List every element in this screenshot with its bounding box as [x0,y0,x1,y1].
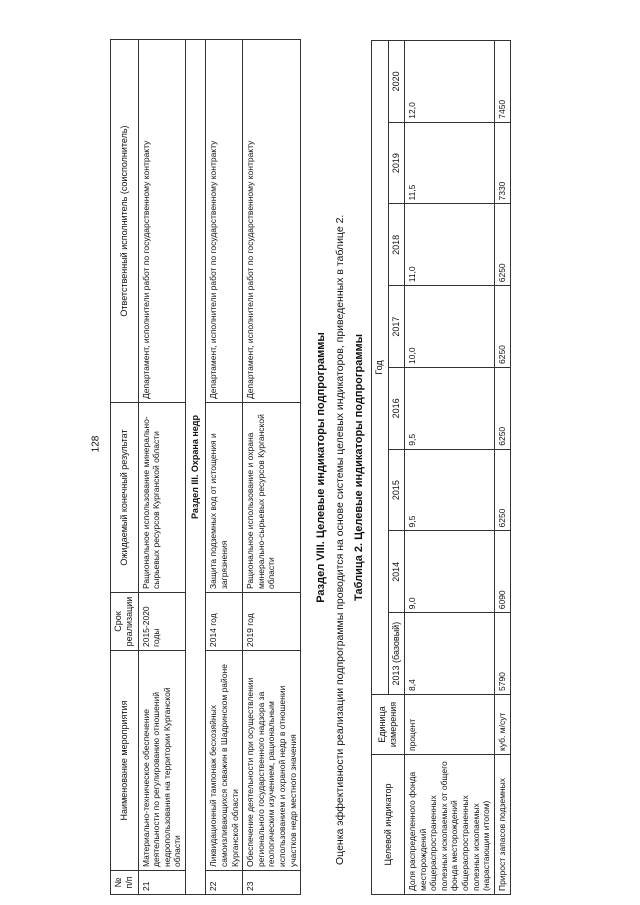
section8-heading: Раздел VIII. Целевые индикаторы подпрограммы [315,332,328,603]
year-2020: 2020 [388,41,404,123]
row2-value-2020: 7450 [494,41,510,123]
row21-name: Материально-техническое обеспечение деятельности по регулированию отношений недропользования на территории Курганской области [138,651,186,871]
row21-num: 21 [138,871,186,895]
row22-term: 2014 год [206,593,243,651]
activities-table [110,39,301,895]
table-row [243,40,301,895]
header-name: Наименование мероприятия [111,651,139,871]
row1-value-2020: 12,0 [404,41,494,123]
header-executor: Ответственный исполнитель (соисполнитель) [111,40,139,403]
header-num: № п/п [111,871,139,895]
table-row [494,41,510,895]
row2-value-2018: 6250 [494,204,510,286]
table-row [206,40,243,895]
table-row [404,41,494,895]
row23-num: 23 [243,871,301,895]
rotated-page-content [110,40,620,895]
table-row [138,40,186,895]
header-result: Ожидаемый конечный результат [111,403,139,593]
row2-value-2019: 7330 [494,122,510,204]
header-indicator: Целевой индикатор [372,755,405,895]
year-2013: 2013 (базовый) [388,613,404,695]
row1-unit: процент [404,695,494,755]
header-year: Год [372,41,388,695]
year-2016: 2016 [388,368,404,450]
row1-indicator: Доля распределенного фонда месторождений общераспространенных полезных ископаемых от общего фонда месторождений общераспространенных полезных ископаемых (нарастающим итогом) [404,755,494,895]
row2-unit: куб. м/сут [494,695,510,755]
row23-name: Обеспечение деятельности при осуществлении регионального государственного надзора за геологическим изучением, рациональным использованием и охраной недр в отношении участков недр местного значения [243,651,301,871]
header-unit: Единица измерения [372,695,405,755]
section3-title: Раздел III. Охрана недр [186,40,206,895]
row22-executor: Департамент, исполнители работ по государственному контракту [206,40,243,403]
year-2017: 2017 [388,286,404,368]
row23-executor: Департамент, исполнители работ по государственному контракту [243,40,301,403]
page-number: 128 [90,435,102,453]
row1-value-2013: 8,4 [404,613,494,695]
row22-num: 22 [206,871,243,895]
year-2018: 2018 [388,204,404,286]
header-term: Срок реализации [111,593,139,651]
row23-result: Рациональное использование и охрана минерально-сырьевых ресурсов Курганской области [243,403,301,593]
row2-value-2014: 6090 [494,531,510,613]
year-2015: 2015 [388,449,404,531]
row21-term: 2015-2020 годы [138,593,186,651]
row22-name: Ликвидационный тампонаж бесхозяйных самоизливающихся скважин в Шадринском районе Курганской области [206,651,243,871]
year-2019: 2019 [388,122,404,204]
row2-value-2017: 6250 [494,286,510,368]
row1-value-2014: 9,0 [404,531,494,613]
row2-value-2013: 5790 [494,613,510,695]
year-2014: 2014 [388,531,404,613]
indicators-table [371,40,510,895]
row1-value-2018: 11,0 [404,204,494,286]
table2-title: Таблица 2. Целевые индикаторы подпрограммы [353,334,366,601]
row1-value-2019: 11,5 [404,122,494,204]
row2-value-2016: 6250 [494,368,510,450]
section-row [186,40,206,895]
row22-result: Защита подземных вод от истощения и загрязнения [206,403,243,593]
row23-term: 2019 год [243,593,301,651]
intro-paragraph: Оценка эффективности реализации подпрограммы проводится на основе системы целевых индикаторов, приведенных в таблице 2. [334,214,347,865]
row21-executor: Департамент, исполнители работ по государственному контракту [138,40,186,403]
row21-result: Рациональное использование минерально-сырьевых ресурсов Курганской области [138,403,186,593]
row2-indicator: Прирост запасов подземных [494,755,510,895]
indicators-header-row [372,41,388,895]
row1-value-2015: 9,5 [404,449,494,531]
row1-value-2016: 9,5 [404,368,494,450]
row2-value-2015: 6250 [494,449,510,531]
activities-table-header [111,40,139,895]
row1-value-2017: 10,0 [404,286,494,368]
